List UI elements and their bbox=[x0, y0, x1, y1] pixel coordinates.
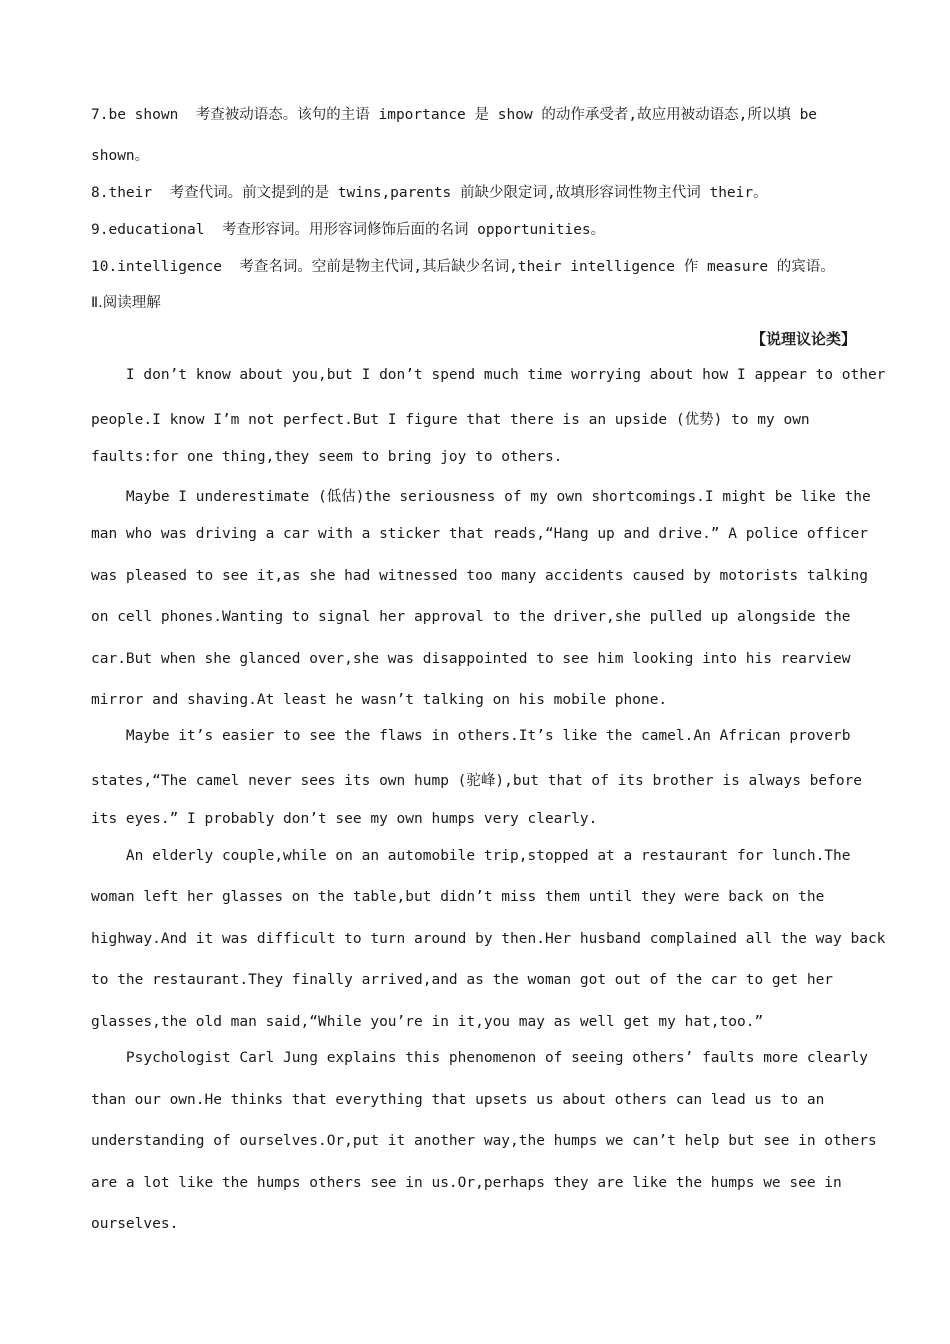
answer-8: 8.their 考查代词。前文提到的是 twins,parents 前缺少限定词,故填形容词性物主代词 their。 bbox=[91, 185, 768, 201]
passage-paragraph-1-line-3: faults:for one thing,they seem to bring joy to others. bbox=[91, 449, 563, 465]
passage-paragraph-1-line-2: people.I know I’m not perfect.But I figure that there is an upside (优势) to my own bbox=[91, 412, 810, 428]
section-title: Ⅱ.阅读理解 bbox=[91, 295, 161, 311]
passage-paragraph-4-line-4: to the restaurant.They finally arrived,and as the woman got out of the car to get her bbox=[91, 972, 834, 988]
passage-paragraph-2-line-4: on cell phones.Wanting to signal her approval to the driver,she pulled up alongside the bbox=[91, 609, 851, 625]
passage-paragraph-3-line-2: states,“The camel never sees its own hump (驼峰),but that of its brother is always before bbox=[91, 773, 863, 789]
passage-paragraph-2-line-5: car.But when she glanced over,she was disappointed to see him looking into his rearview bbox=[91, 651, 851, 667]
genre-tag: 【说理议论类】 bbox=[750, 330, 856, 348]
passage-paragraph-3-line-3: its eyes.” I probably don’t see my own humps very clearly. bbox=[91, 811, 598, 827]
answer-9: 9.educational 考查形容词。用形容词修饰后面的名词 opportunities。 bbox=[91, 222, 606, 238]
passage-paragraph-4-line-2: woman left her glasses on the table,but didn’t miss them until they were back on the bbox=[91, 889, 825, 905]
passage-paragraph-2-line-2: man who was driving a car with a sticker that reads,“Hang up and drive.” A police officer bbox=[91, 526, 868, 542]
passage-paragraph-5-line-2: than our own.He thinks that everything that upsets us about others can lead us to an bbox=[91, 1092, 825, 1108]
passage-paragraph-5-line-5: ourselves. bbox=[91, 1216, 179, 1232]
passage-paragraph-1-line-1: I don’t know about you,but I don’t spend much time worrying about how I appear to other bbox=[91, 367, 886, 383]
passage-paragraph-2-line-3: was pleased to see it,as she had witnessed too many accidents caused by motorists talking bbox=[91, 568, 868, 584]
passage-paragraph-4-line-1: An elderly couple,while on an automobile trip,stopped at a restaurant for lunch.The bbox=[91, 848, 851, 864]
passage-paragraph-3-line-1: Maybe it’s easier to see the flaws in others.It’s like the camel.An African proverb bbox=[91, 728, 851, 744]
answer-10: 10.intelligence 考查名词。空前是物主代词,其后缺少名词,their intelligence 作 measure 的宾语。 bbox=[91, 259, 835, 275]
passage-paragraph-4-line-5: glasses,the old man said,“While you’re in it,you may as well get my hat,too.” bbox=[91, 1014, 764, 1030]
passage-paragraph-2-line-6: mirror and shaving.At least he wasn’t talking on his mobile phone. bbox=[91, 692, 668, 708]
passage-paragraph-5-line-3: understanding of ourselves.Or,put it another way,the humps we can’t help but see in others bbox=[91, 1133, 877, 1149]
passage-paragraph-5-line-1: Psychologist Carl Jung explains this phenomenon of seeing others’ faults more clearly bbox=[91, 1050, 868, 1066]
passage-paragraph-2-line-1: Maybe I underestimate (低估)the seriousness of my own shortcomings.I might be like the bbox=[91, 489, 871, 505]
passage-paragraph-5-line-4: are a lot like the humps others see in us.Or,perhaps they are like the humps we see in bbox=[91, 1175, 842, 1191]
answer-7-line-1: 7.be shown 考查被动语态。该句的主语 importance 是 show 的动作承受者,故应用被动语态,所以填 be bbox=[91, 107, 818, 123]
answer-7-line-2: shown。 bbox=[91, 148, 150, 164]
passage-paragraph-4-line-3: highway.And it was difficult to turn around by then.Her husband complained all the way back bbox=[91, 931, 886, 947]
